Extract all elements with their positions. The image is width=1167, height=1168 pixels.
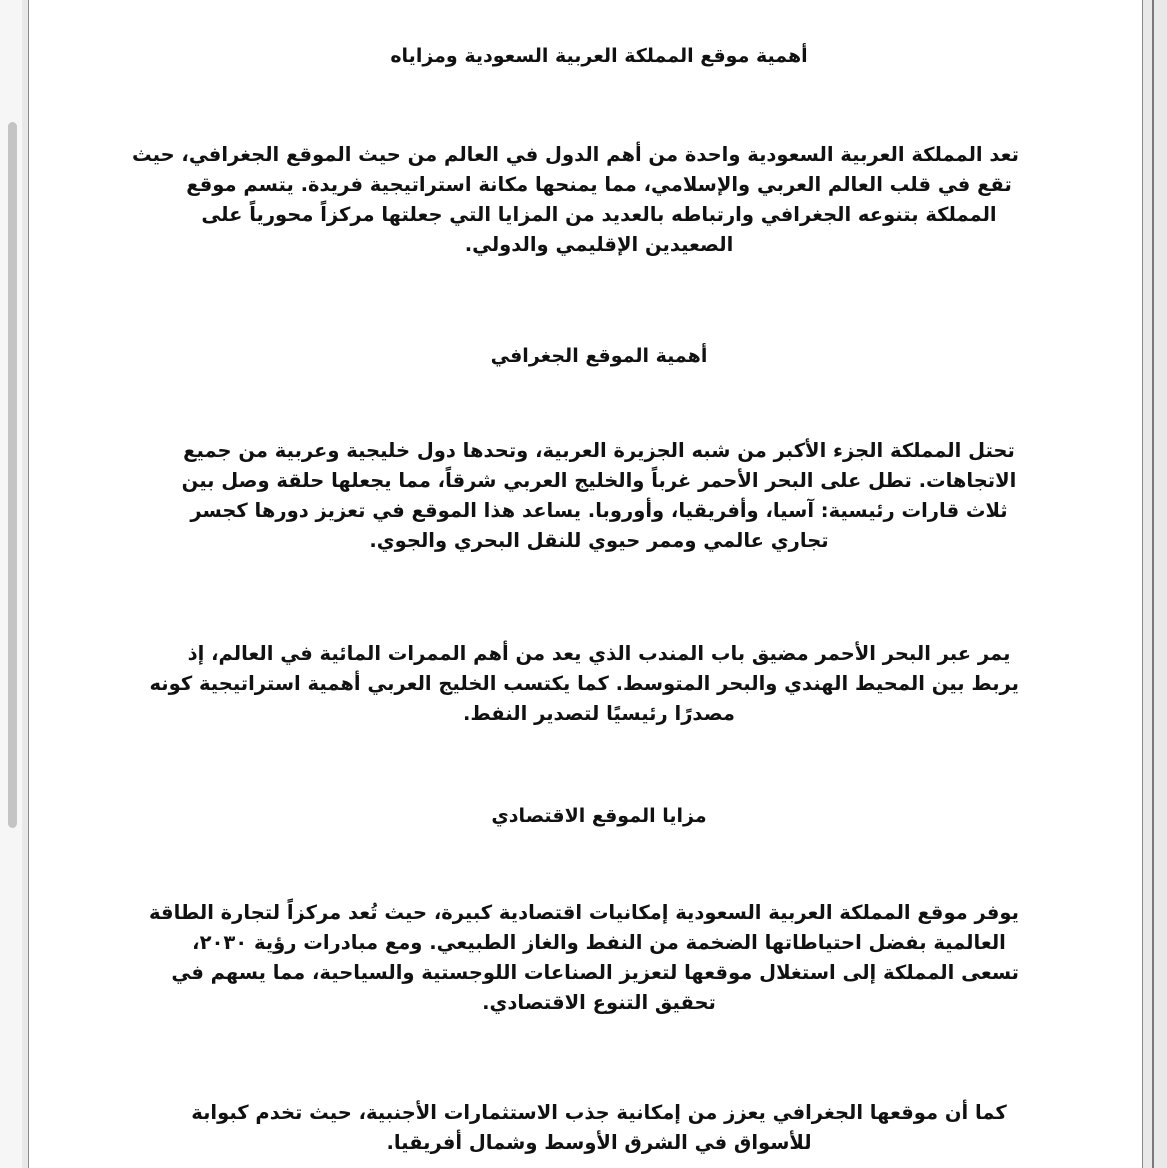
text-line: المملكة بتنوعه الجغرافي وارتباطه بالعديد من المزايا التي جعلتها مركزاً محورياً على: [201, 203, 997, 226]
text-line: يوفر موقع المملكة العربية السعودية إمكانيات اقتصادية كبيرة، حيث تُعد مركزاً لتجارة الطاقة: [148, 901, 1019, 924]
vertical-scrollbar[interactable]: [0, 0, 22, 1168]
text-line: للأسواق في الشرق الأوسط وشمال أفريقيا.: [386, 1131, 812, 1154]
text-line: يربط بين المحيط الهندي والبحر المتوسط. كما يكتسب الخليج العربي أهمية استراتيجية كونه: [149, 672, 1019, 695]
text-line: تحقيق التنوع الاقتصادي.: [482, 991, 716, 1014]
text-line: تجاري عالمي وممر حيوي للنقل البحري والجوي.: [369, 529, 829, 552]
text-line: ثلاث قارات رئيسية: آسيا، وأفريقيا، وأوروبا. يساعد هذا الموقع في تعزيز دورها كجسر: [190, 499, 1008, 522]
text-line: تقع في قلب العالم العربي والإسلامي، مما يمنحها مكانة استراتيجية فريدة. يتسم موقع: [186, 173, 1012, 196]
geographic-paragraph-2: [149, 639, 1019, 729]
economic-paragraph-1: [148, 898, 1019, 1018]
text-line: الاتجاهات. تطل على البحر الأحمر غرباً والخليج العربي شرقاً، مما يجعلها حلقة وصل بين: [181, 469, 1017, 492]
document-page: [28, 0, 1143, 1168]
intro-paragraph: [131, 140, 1019, 260]
text-line: مصدرًا رئيسيًا لتصدير النفط.: [463, 702, 735, 725]
text-line: كما أن موقعها الجغرافي يعزز من إمكانية جذب الاستثمارات الأجنبية، حيث تخدم كبوابة: [191, 1101, 1007, 1124]
text-line: يمر عبر البحر الأحمر مضيق باب المندب الذي يعد من أهم الممرات المائية في العالم، إذ: [187, 642, 1011, 665]
section-heading-geographic: أهمية الموقع الجغرافي: [490, 345, 708, 367]
document-title: أهمية موقع المملكة العربية السعودية ومزاياه: [390, 45, 808, 67]
text-line: تحتل المملكة الجزء الأكبر من شبه الجزيرة العربية، وتحدها دول خليجية وعربية من جميع: [183, 439, 1015, 462]
text-line: الصعيدين الإقليمي والدولي.: [464, 233, 734, 256]
text-line: تعد المملكة العربية السعودية واحدة من أهم الدول في العالم من حيث الموقع الجغرافي، حيث: [131, 143, 1019, 166]
economic-paragraph-2: [179, 1098, 1019, 1158]
text-line: تسعى المملكة إلى استغلال موقعها لتعزيز الصناعات اللوجستية والسياحية، مما يسهم في: [171, 961, 1019, 984]
geographic-paragraph-1: [179, 436, 1019, 556]
section-heading-economic: مزايا الموقع الاقتصادي: [491, 805, 707, 827]
text-line: العالمية بفضل احتياطاتها الضخمة من النفط والغاز الطبيعي. ومع مبادرات رؤية ٢٠٣٠،: [192, 931, 1006, 954]
scrollbar-thumb[interactable]: [8, 122, 17, 828]
page-edge-divider: [1152, 0, 1154, 1168]
